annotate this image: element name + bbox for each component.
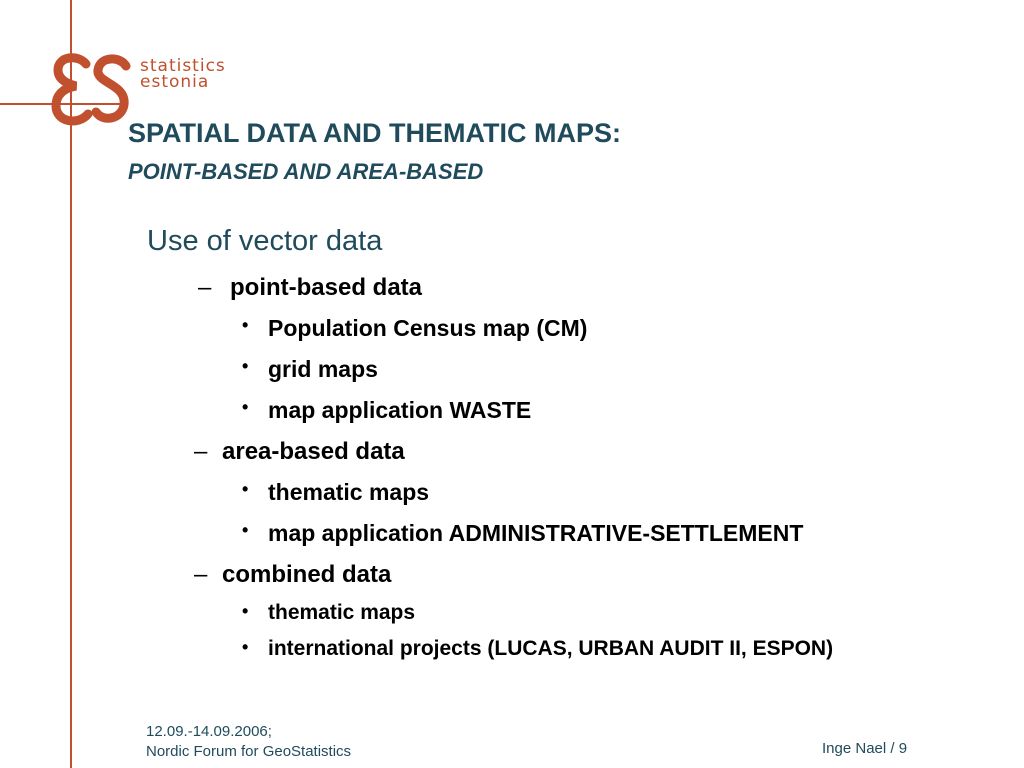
footer-event: Nordic Forum for GeoStatistics [146,743,352,760]
bullet-marker: • [242,601,249,621]
section-point-based [198,274,423,302]
list-item [242,479,430,506]
bullet-marker: • [242,479,249,499]
logo-line-2: estonia [140,72,210,92]
section-label: combined data [222,561,392,588]
statistics-estonia-logo-icon [50,50,132,128]
list-item [242,520,804,547]
bullet-marker: • [242,520,249,540]
slide-title: SPATIAL DATA AND THEMATIC MAPS: [128,118,621,148]
slide-subtitle: POINT-BASED AND AREA-BASED [128,159,484,184]
list-item-text: thematic maps [268,479,430,505]
footer-date: 12.09.-14.09.2006; [146,723,272,740]
list-item-text: thematic maps [268,601,416,624]
list-item-text: Population Census map (CM) [268,315,588,341]
list-item [242,601,416,625]
logo-line-1: statistics [140,56,226,76]
logo-wordmark [140,58,226,90]
section-combined [194,561,392,589]
bullet-marker: • [242,356,249,376]
list-item [242,356,378,383]
list-item [242,397,532,424]
bullet-marker: • [242,397,249,417]
dash-marker: – [198,274,212,301]
list-item-text: map application ADMINISTRATIVE-SETTLEMENT [268,520,804,546]
footer-event-info [146,722,351,762]
heading-use-of-vector-data: Use of vector data [147,225,383,257]
bullet-marker: • [242,315,249,335]
dash-marker: – [194,438,208,465]
list-item [242,637,834,661]
bullet-marker: • [242,637,249,657]
dash-marker: – [194,561,208,588]
section-label: point-based data [230,274,423,301]
list-item-text: map application WASTE [268,397,532,423]
list-item-text: grid maps [268,356,378,382]
footer-author-page: Inge Nael / 9 [822,740,908,757]
section-area-based [194,438,405,466]
list-item-text: international projects (LUCAS, URBAN AUDIT II, ESPON) [268,637,834,660]
section-label: area-based data [222,438,405,465]
list-item [242,315,588,342]
